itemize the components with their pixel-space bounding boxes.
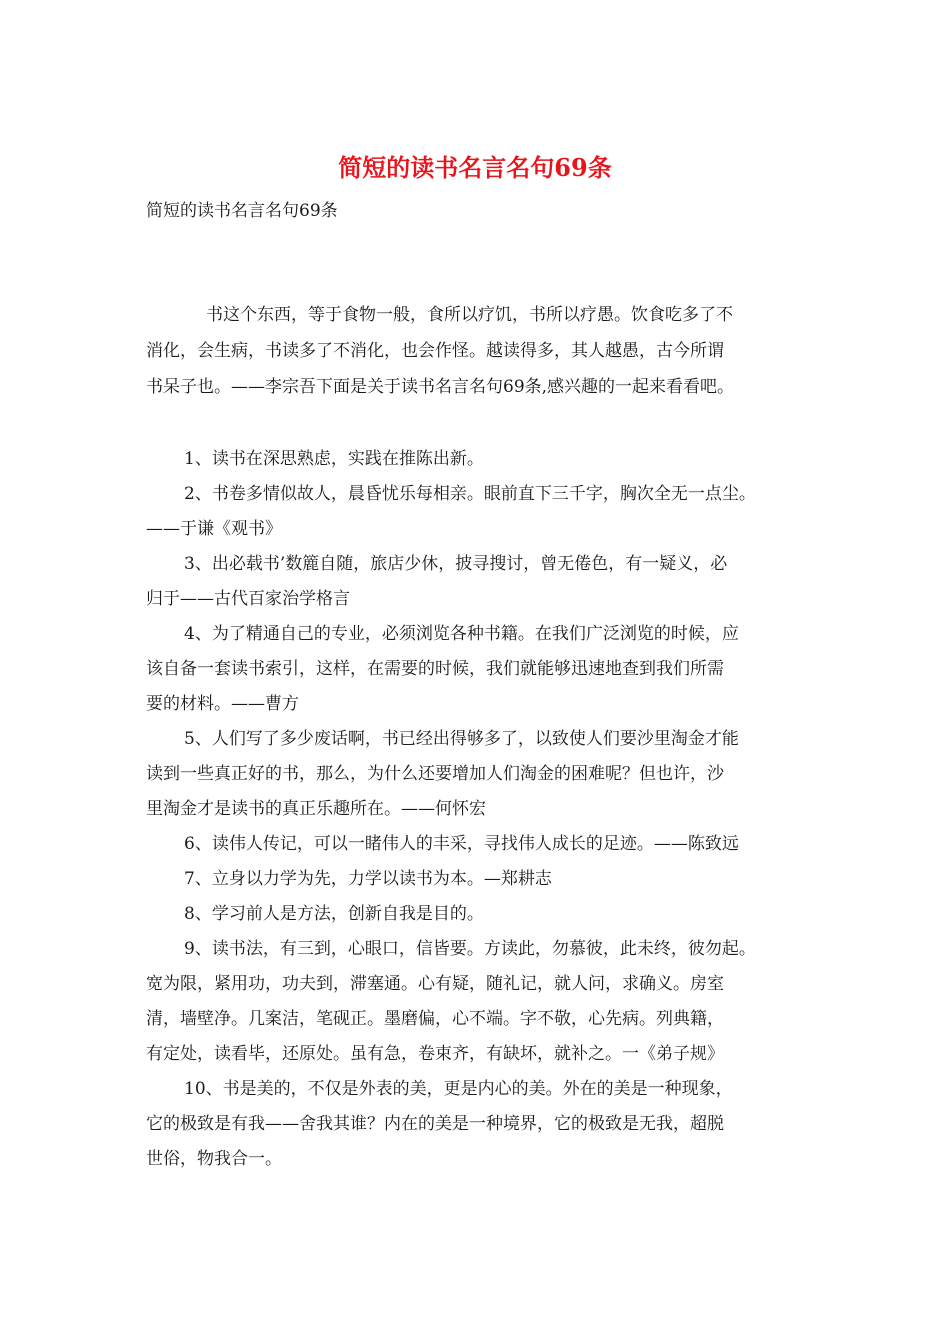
quote-line: 该自备一套读书索引，这样，在需要的时候，我们就能够迅速地查到我们所需 — [146, 659, 724, 679]
intro-line: 消化，会生病，书读多了不消化，也会作怪。越读得多，其人越愚，古今所谓 — [146, 341, 724, 361]
quote-line: 3、出必载书’数簏自随，旅店少休，披寻搜讨，曾无倦色，有一疑义，必 — [184, 554, 728, 574]
quote-line: 有定处，读看毕，还原处。虽有急，卷束齐，有缺坏，就补之。一《弟子规》 — [146, 1044, 724, 1064]
document-subtitle: 简短的读书名言名句69条 — [146, 201, 338, 221]
quote-line: 4、为了精通自己的专业，必须浏览各种书籍。在我们广泛浏览的时候，应 — [184, 624, 739, 644]
quote-line: 5、人们写了多少废话啊，书已经出得够多了，以致使人们要沙里淘金才能 — [184, 729, 739, 749]
quote-line: 要的材料。——曹方 — [146, 694, 299, 714]
quote-line: 归于——古代百家治学格言 — [146, 589, 350, 609]
quote-line: 8、学习前人是方法，创新自我是目的。 — [184, 904, 484, 924]
quote-line: ——于谦《观书》 — [146, 519, 282, 539]
quote-line: 9、读书法，有三到，心眼口，信皆要。方读此，勿慕彼，此未终，彼勿起。 — [184, 939, 756, 959]
quote-line: 10、书是美的，不仅是外表的美，更是内心的美。外在的美是一种现象， — [184, 1079, 733, 1099]
quote-line: 宽为限，紧用功，功夫到，滞塞通。心有疑，随礼记，就人问，求确义。房室 — [146, 974, 724, 994]
quote-line: 7、立身以力学为先，力学以读书为本。—郑耕志 — [184, 869, 552, 889]
quote-line: 里淘金才是读书的真正乐趣所在。——何怀宏 — [146, 799, 486, 819]
intro-line: 书呆子也。——李宗吾下面是关于读书名言名句69条,感兴趣的一起来看看吧。 — [146, 377, 735, 397]
quote-line: 2、书卷多情似故人，晨昏忧乐每相亲。眼前直下三千字，胸次全无一点尘。 — [184, 484, 756, 504]
intro-line: 书这个东西，等于食物一般，食所以疗饥，书所以疗愚。饮食吃多了不 — [206, 305, 733, 325]
quote-line: 它的极致是有我——舍我其谁？内在的美是一种境界，它的极致是无我，超脱 — [146, 1114, 724, 1134]
quote-line: 读到一些真正好的书，那么，为什么还要增加人们淘金的困难呢？但也许，沙 — [146, 764, 724, 784]
quote-line: 6、读伟人传记，可以一睹伟人的丰采，寻找伟人成长的足迹。——陈致远 — [184, 834, 739, 854]
quote-line: 世俗，物我合一。 — [146, 1149, 282, 1169]
quote-line: 1、读书在深思熟虑，实践在推陈出新。 — [184, 449, 484, 469]
quote-line: 清，墙壁净。几案洁，笔砚正。墨磨偏，心不端。字不敬，心先病。列典籍， — [146, 1009, 724, 1029]
document-title: 简短的读书名言名句69条 — [338, 153, 612, 182]
